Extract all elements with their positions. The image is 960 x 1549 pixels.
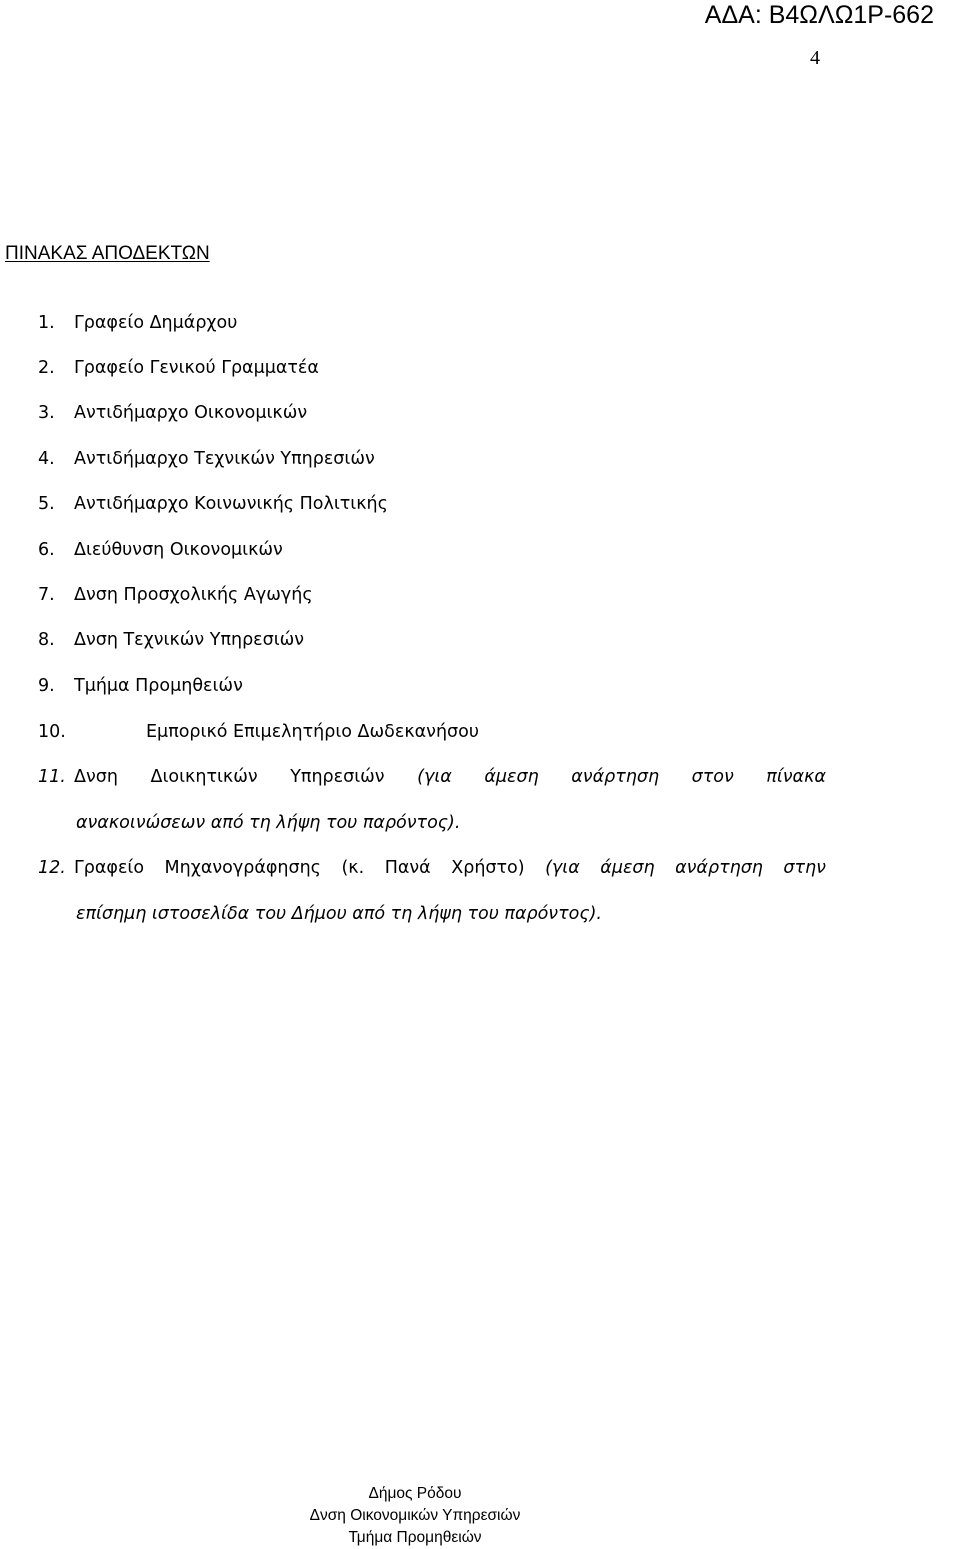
list-item-11-line2: ανακοινώσεων από τη λήψη του παρόντος). <box>76 813 461 833</box>
page-title: ΠΙΝΑΚΑΣ ΑΠΟΔΕΚΤΩΝ <box>5 243 210 264</box>
footer-department: Τμήμα Προμηθειών <box>348 1529 482 1546</box>
item-text: Αντιδήμαρχο Οικονομικών <box>74 403 308 423</box>
item-text: στην <box>783 858 826 878</box>
item-text: Διεύθυνση Οικονομικών <box>74 540 283 560</box>
item-number: 11. <box>38 767 66 787</box>
item-text: Εμπορικό Επιμελητήριο Δωδεκανήσου <box>146 722 479 742</box>
item-number: 4. <box>38 449 55 469</box>
item-text: (για <box>545 858 580 878</box>
item-number: 1. <box>38 313 55 333</box>
item-text: Γραφείο Δημάρχου <box>74 313 238 333</box>
item-text: άμεση <box>600 858 655 878</box>
item-text: Γραφείο <box>74 858 145 878</box>
list-item-12-line1 <box>74 855 826 881</box>
item-number: 6. <box>38 540 55 560</box>
item-text: Δνση Προσχολικής Αγωγής <box>74 585 313 605</box>
item-text: στον <box>691 767 734 787</box>
item-text: Χρήστο) <box>451 858 525 878</box>
footer-municipality: Δήμος Ρόδου <box>368 1485 462 1502</box>
list-item-11-line1 <box>74 764 826 790</box>
list-item-12-line2: επίσημη ιστοσελίδα του Δήμου από τη λήψη του παρόντος). <box>76 904 602 924</box>
item-number: 10. <box>38 722 66 742</box>
footer-directorate: Δνση Οικονομικών Υπηρεσιών <box>309 1507 521 1524</box>
item-text: Αντιδήμαρχο Τεχνικών Υπηρεσιών <box>74 449 375 469</box>
ada-code: ΑΔΑ: Β4ΩΛΩ1Ρ-662 <box>704 1 934 29</box>
item-text: Πανά <box>384 858 431 878</box>
item-number: 8. <box>38 630 55 650</box>
item-text: πίνακα <box>766 767 826 787</box>
item-text: (για <box>417 767 452 787</box>
item-text: (κ. <box>341 858 365 878</box>
page-footer <box>0 1483 830 1549</box>
item-text: ανάρτηση <box>571 767 660 787</box>
item-text: Δνση <box>74 767 118 787</box>
item-text: Υπηρεσιών <box>290 767 385 787</box>
item-text: άμεση <box>484 767 539 787</box>
item-text: ανάρτηση <box>675 858 763 878</box>
item-text: Διοικητικών <box>150 767 258 787</box>
item-text: Δνση Τεχνικών Υπηρεσιών <box>74 630 305 650</box>
item-number: 3. <box>38 403 55 423</box>
item-text: Γραφείο Γενικού Γραμματέα <box>74 358 319 378</box>
page-number: 4 <box>810 47 820 69</box>
item-text: Τμήμα Προμηθειών <box>74 676 243 696</box>
item-number: 9. <box>38 676 55 696</box>
item-text: Αντιδήμαρχο Κοινωνικής Πολιτικής <box>74 494 388 514</box>
item-number: 5. <box>38 494 55 514</box>
item-number: 7. <box>38 585 55 605</box>
item-number: 2. <box>38 358 55 378</box>
item-number: 12. <box>38 858 66 878</box>
item-text: Μηχανογράφησης <box>164 858 321 878</box>
